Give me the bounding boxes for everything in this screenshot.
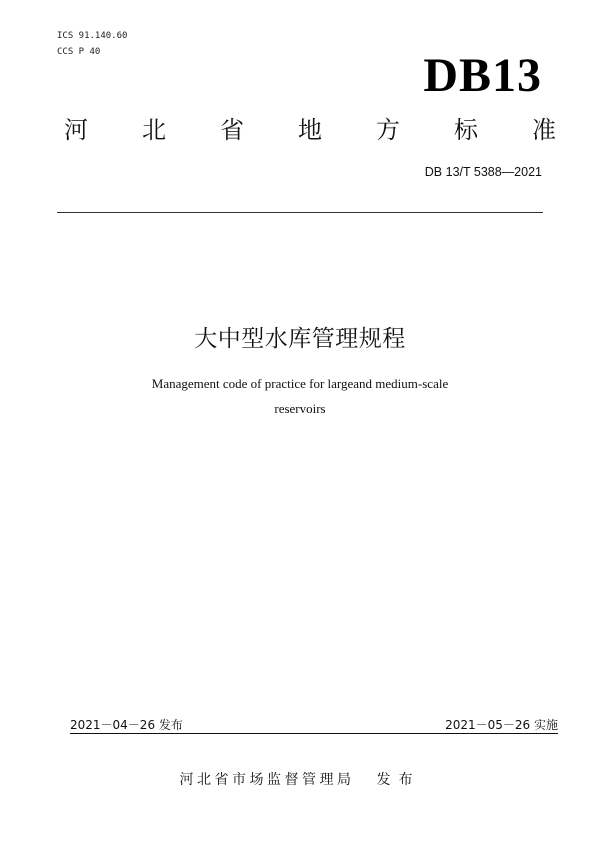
publisher-organization: 河北省市场监督管理局 — [179, 772, 355, 788]
standard-type-char: 北 — [142, 116, 166, 144]
issue-date: 2021－04－26 发布 — [70, 718, 183, 732]
standard-type-char: 河 — [64, 116, 88, 144]
document-title-chinese: 大中型水库管理规程 — [194, 326, 406, 352]
standard-type-char: 方 — [376, 116, 400, 144]
standard-type-char: 地 — [298, 116, 322, 144]
standard-number: DB 13/T 5388—2021 — [424, 165, 542, 179]
ics-code: ICS 91.140.60 — [57, 31, 128, 41]
document-title-english-line-2: reservoirs — [274, 401, 326, 416]
standard-type-char: 准 — [532, 116, 556, 144]
standard-type-char: 省 — [220, 116, 244, 144]
header-divider — [57, 212, 543, 213]
implementation-date: 2021－05－26 实施 — [445, 718, 558, 732]
publisher-line — [0, 770, 600, 790]
dates-row — [70, 716, 558, 734]
document-title-english-line-1: Management code of practice for largeand medium-scale — [151, 376, 449, 391]
standard-type-char: 标 — [454, 116, 478, 144]
standard-type-heading — [64, 114, 556, 146]
db-logo: DB13 — [423, 49, 542, 102]
ccs-code: CCS P 40 — [57, 47, 101, 57]
publisher-action: 发布 — [376, 772, 421, 788]
